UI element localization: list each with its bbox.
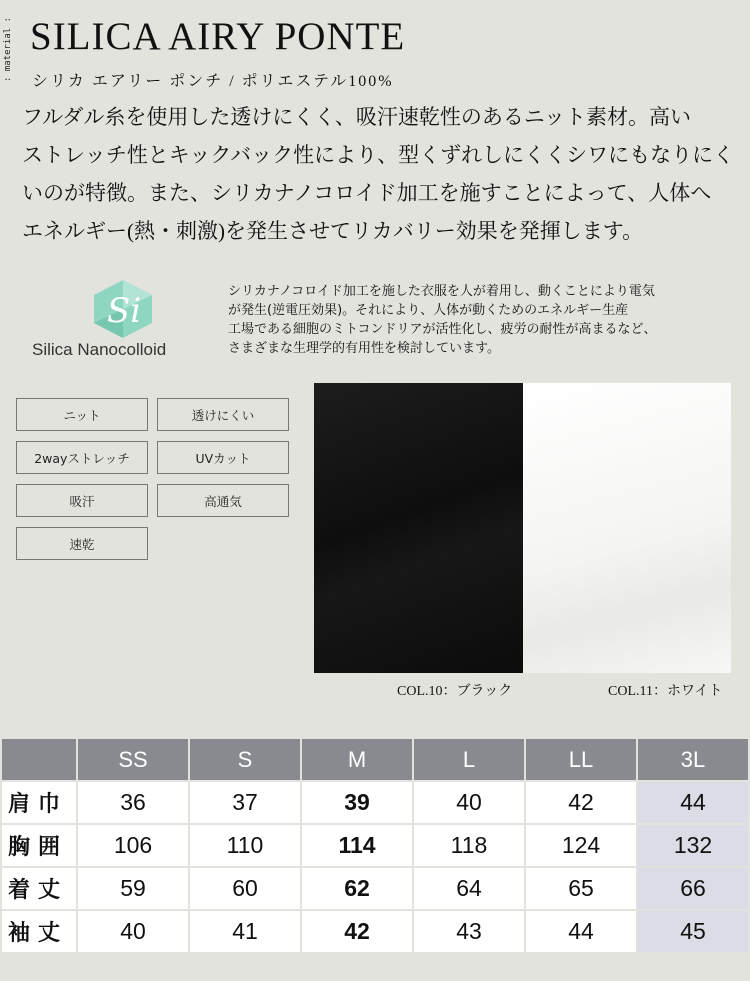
description-line: ストレッチ性とキックバック性により、型くずれしにくくシワにもなりにく: [22, 143, 735, 167]
feature-tag-knit: ニット: [16, 398, 148, 431]
size-header: S: [189, 738, 301, 781]
nano-line: が発生(逆電圧効果)。それにより、人体が動くためのエネルギー生産: [228, 303, 629, 318]
feature-tag-uv-cut: UVカット: [157, 441, 289, 474]
color-caption-white: COL.11：ホワイト: [608, 684, 723, 699]
color-caption-black: COL.10：ブラック: [397, 684, 513, 699]
table-cell: 124: [525, 824, 637, 867]
row-label: 肩巾: [1, 781, 77, 824]
si-hexagon-icon: [88, 278, 158, 340]
row-label: 袖丈: [1, 910, 77, 953]
product-title: SILICA AIRY PONTE: [30, 15, 406, 58]
row-label: 着丈: [1, 867, 77, 910]
product-subtitle: シリカ エアリー ポンチ / ポリエステル100%: [32, 73, 394, 90]
description-line: フルダル糸を使用した透けにくく、吸汗速乾性のあるニット素材。高い: [22, 105, 692, 129]
feature-tag-non-see-through: 透けにくい: [157, 398, 289, 431]
table-cell: 42: [525, 781, 637, 824]
nano-line: 工場である細胞のミトコンドリアが活性化し、疲労の耐性が高まるなど、: [228, 322, 657, 337]
feature-tag-sweat-absorbent: 吸汗: [16, 484, 148, 517]
material-side-label: : material :: [3, 16, 13, 82]
size-header-row: [1, 738, 749, 781]
size-header: SS: [77, 738, 189, 781]
size-header: L: [413, 738, 525, 781]
color-swatch-white: [523, 383, 731, 673]
nano-line: さまざまな生理学的有用性を検討しています。: [228, 341, 500, 356]
table-cell: 44: [637, 781, 749, 824]
table-cell: 110: [189, 824, 301, 867]
feature-tag-breathable: 高通気: [157, 484, 289, 517]
material-description: [22, 98, 735, 250]
table-cell: 37: [189, 781, 301, 824]
table-row: [1, 824, 749, 867]
table-cell: 65: [525, 867, 637, 910]
table-cell: 62: [301, 867, 413, 910]
row-label: 胸囲: [1, 824, 77, 867]
table-cell: 45: [637, 910, 749, 953]
table-cell: 40: [77, 910, 189, 953]
table-row: [1, 867, 749, 910]
table-cell: 44: [525, 910, 637, 953]
table-cell: 59: [77, 867, 189, 910]
description-line: いのが特徴。また、シリカナノコロイド加工を施すことによって、人体へ: [22, 181, 712, 205]
table-cell: 118: [413, 824, 525, 867]
table-cell: 64: [413, 867, 525, 910]
size-table: [0, 737, 750, 954]
size-header: 3L: [637, 738, 749, 781]
table-cell: 132: [637, 824, 749, 867]
table-cell: 40: [413, 781, 525, 824]
table-cell: 66: [637, 867, 749, 910]
nanocolloid-description: [228, 282, 738, 358]
size-header: M: [301, 738, 413, 781]
table-cell: 42: [301, 910, 413, 953]
table-cell: 106: [77, 824, 189, 867]
table-row: [1, 910, 749, 953]
table-cell: 36: [77, 781, 189, 824]
logo-text: Silica Nanocolloid: [32, 340, 167, 359]
table-cell: 60: [189, 867, 301, 910]
silica-nanocolloid-logo: [30, 278, 210, 368]
color-swatch-black: [314, 383, 523, 673]
table-cell: 41: [189, 910, 301, 953]
size-header: LL: [525, 738, 637, 781]
feature-tag-quick-dry: 速乾: [16, 527, 148, 560]
nano-line: シリカナノコロイド加工を施した衣服を人が着用し、動くことにより電気: [228, 284, 655, 299]
table-cell: 39: [301, 781, 413, 824]
table-cell: 43: [413, 910, 525, 953]
feature-tag-2way-stretch: 2wayストレッチ: [16, 441, 148, 474]
description-line: エネルギー(熱・刺激)を発生させてリカバリー効果を発揮します。: [22, 219, 644, 243]
table-cell: 114: [301, 824, 413, 867]
table-row: [1, 781, 749, 824]
logo-mark: Si: [106, 291, 142, 331]
table-corner: [1, 738, 77, 781]
